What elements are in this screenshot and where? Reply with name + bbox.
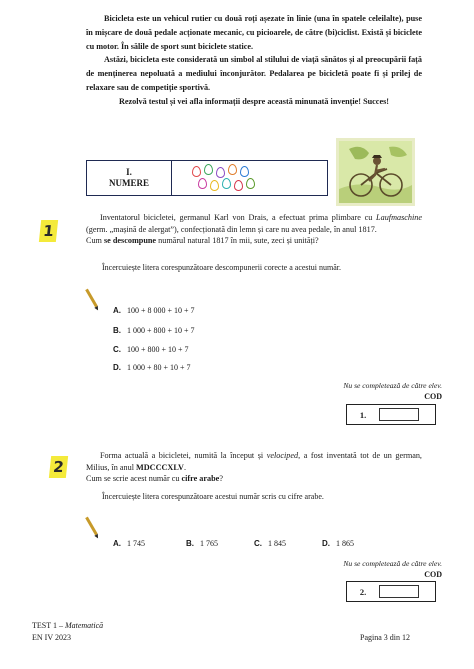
- question2-option-d[interactable]: D. 1 865: [322, 539, 354, 548]
- decorative-egg-icon: [240, 166, 249, 177]
- pencil-icon: [85, 289, 98, 308]
- colored-numbers-illustration: [172, 161, 327, 195]
- section-number: I.: [126, 167, 132, 177]
- footer-exam: EN IV 2023: [32, 633, 71, 642]
- cod-label: COD: [424, 392, 442, 401]
- question-number-icon: 2: [49, 456, 68, 478]
- question2-text: [86, 450, 422, 485]
- question1-option-b[interactable]: B. 1 000 + 800 + 10 + 7: [113, 326, 195, 335]
- vintage-bicycle-picture: [336, 138, 415, 206]
- evaluator-note: Nu se completează de către elev.: [343, 381, 442, 390]
- score-box: [346, 581, 436, 602]
- question2-option-b[interactable]: B. 1 765: [186, 539, 218, 548]
- bicycle-illustration-icon: [339, 141, 412, 203]
- evaluator-note: Nu se completează de către elev.: [343, 559, 442, 568]
- score-box-number: 1.: [359, 409, 367, 420]
- question2-option-a[interactable]: A. 1 745: [113, 539, 145, 548]
- score-cell: [379, 585, 419, 598]
- decorative-egg-icon: [222, 178, 231, 189]
- question2-option-c[interactable]: C. 1 845: [254, 539, 286, 548]
- pencil-icon: [85, 517, 98, 536]
- decorative-egg-icon: [210, 180, 219, 191]
- intro-paragraph: Astăzi, bicicleta este considerată un simbol al stilului de viață sănătos și al preocupării față de menținerea nepoluată a mediului înconjurător. Pedalarea pe bicicletă poate fi și prilej de relaxare sau de competiție sportivă.: [86, 55, 422, 92]
- decorative-egg-icon: [198, 178, 207, 189]
- question1-prompt: Cum se descompune numărul natural 1817 în mii, sute, zeci și unități?: [86, 236, 319, 245]
- section-heading-box: [86, 160, 328, 196]
- section-title: NUMERE: [109, 178, 149, 188]
- question1-context: Inventatorul bicicletei, germanul Karl von Drais, a efectuat prima plimbare cu Laufmaschine (germ. „mașină de alergat”), confecționată din lemn și care nu avea pedale, în anul 1817.: [86, 213, 422, 234]
- question2-instruction: Încercuiește litera corespunzătoare acestui număr scris cu cifre arabe.: [102, 492, 324, 501]
- decorative-egg-icon: [216, 167, 225, 178]
- cod-label: COD: [424, 570, 442, 579]
- question1-option-a[interactable]: A. 100 + 8 000 + 10 + 7: [113, 306, 195, 315]
- footer-test-title: TEST 1 – Matematică: [32, 621, 104, 630]
- question1-instruction: Încercuiește litera corespunzătoare descompunerii corecte a acestui număr.: [102, 263, 341, 272]
- question2-context: Forma actuală a bicicletei, numită la început și velociped, a fost inventată tot de un german, Milius, în anul MDCCCXLV.: [86, 451, 422, 472]
- question1-option-c[interactable]: C. 100 + 800 + 10 + 7: [113, 345, 189, 354]
- score-cell: [379, 408, 419, 421]
- section-label: [87, 161, 172, 195]
- decorative-egg-icon: [228, 164, 237, 175]
- intro-paragraph: Rezolvă testul și vei afla informații despre această minunată invenție! Succes!: [118, 96, 389, 106]
- question1-option-d[interactable]: D. 1 000 + 80 + 10 + 7: [113, 363, 191, 372]
- question2-prompt: Cum se scrie acest număr cu cifre arabe?: [86, 474, 223, 483]
- footer-page-number: Pagina 3 din 12: [360, 633, 410, 642]
- question-number-icon: 1: [39, 220, 58, 242]
- intro-text: [86, 12, 422, 109]
- question1-text: [86, 212, 422, 247]
- decorative-egg-icon: [192, 166, 201, 177]
- decorative-egg-icon: [246, 178, 255, 189]
- decorative-egg-icon: [234, 180, 243, 191]
- score-box: [346, 404, 436, 425]
- score-box-number: 2.: [359, 586, 367, 597]
- intro-paragraph: Bicicleta este un vehicul rutier cu două roți așezate în linie (una în spatele celeilalte), puse în mișcare de două pedale acționate mecanic, cu picioarele, de către (bi)ciclist. Există și biciclete cu motor. În sălile de sport sunt biciclete statice.: [86, 14, 422, 51]
- decorative-egg-icon: [204, 164, 213, 175]
